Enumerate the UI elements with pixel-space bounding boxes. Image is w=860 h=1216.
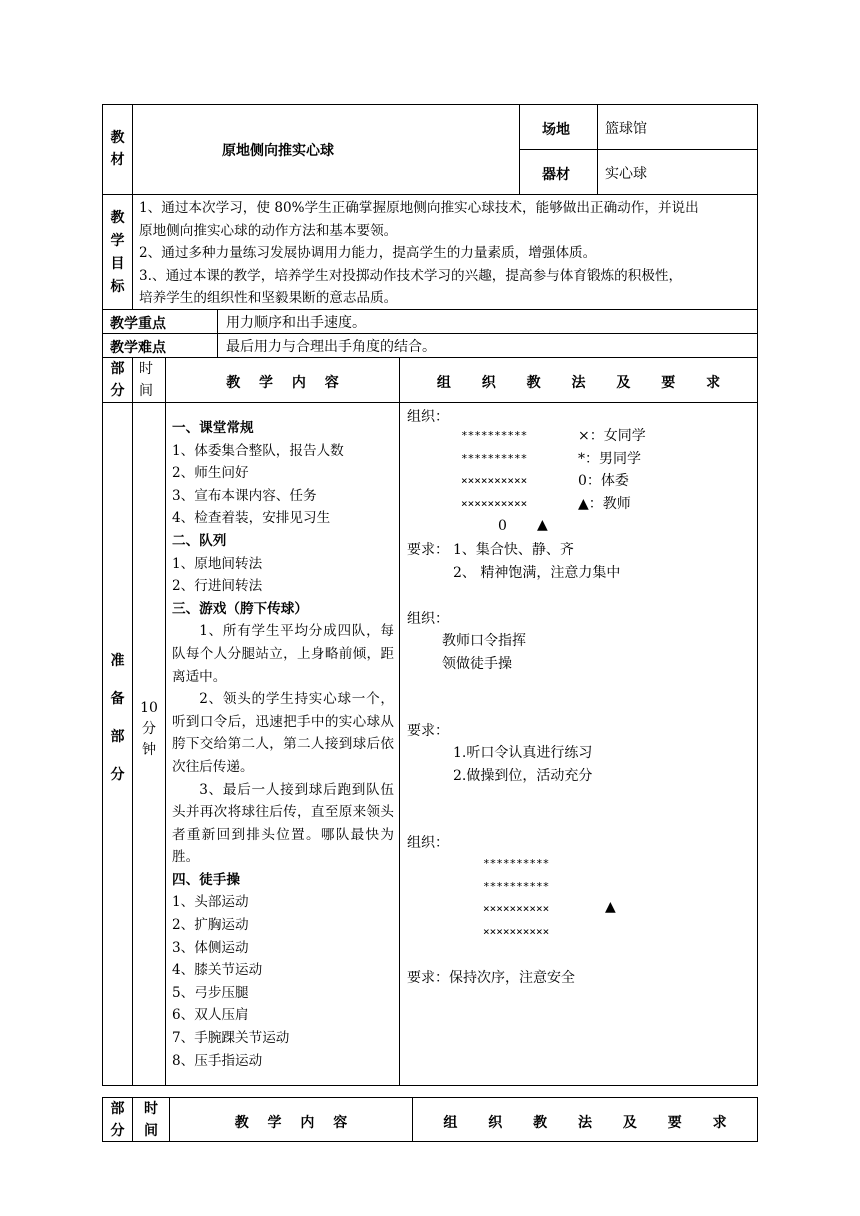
section-heading: 三、游戏（胯下传球）: [172, 600, 308, 617]
section-heading: 四、徒手操: [172, 871, 240, 888]
req1-item: 1、集合快、静、齐: [453, 542, 574, 558]
req2-item: 2.做操到位，活动充分: [453, 768, 593, 784]
list-item: 5、弓步压腿: [172, 984, 249, 1001]
game-paragraph: 1、所有学生平均分成四队，每队每个人分腿站立，上身略前倾，距离适中。: [172, 623, 394, 685]
org2-label: 组织：: [407, 611, 449, 627]
teacher-marker: ▲: [537, 517, 548, 533]
lesson-title: 原地侧向推实心球: [222, 143, 334, 159]
material-label: 教 材: [110, 130, 125, 168]
content-header: 教 学 内 容: [226, 375, 339, 391]
section-heading: 二、队列: [172, 532, 227, 549]
prep-part-label: 准 备 部 分: [110, 653, 125, 783]
section-heading: 一、课堂常规: [172, 420, 254, 436]
list-item: 1、体委集合整队，报告人数: [172, 442, 344, 459]
objectives-text: 1、通过本次学习，使 80%学生正确掌握原地侧向推实心球技术，能够做出正确动作，并说出 原地侧向推实心球的动作方法和基本要领。 2、通过多种力量练习发展协调用力能力，提高学生的力量素质，增强体质。 3.、通过本课的教学，培养学生对投掷动作技术学习的兴趣，提高参与体育锻炼的积极性， 培养学生的组织性和坚毅果断的意志品质。: [139, 200, 699, 307]
part-header: 部 分: [110, 361, 125, 399]
content-header-2: 教 学 内 容: [234, 1115, 348, 1131]
list-item: 3、体侧运动: [172, 939, 249, 956]
key-point-label: 教学重点: [110, 316, 166, 332]
org3-label: 组织：: [407, 835, 449, 851]
org2-item: 领做徒手操: [442, 656, 512, 672]
list-item: 2、师生问好: [172, 465, 249, 482]
equipment-value: 实心球: [605, 166, 647, 182]
list-item: 7、手腕踝关节运动: [172, 1030, 290, 1047]
game-paragraph: 2、领头的学生持实心球一个，听到口令后，迅速把手中的实心球从胯下交给第二人，第二人接到球后依次往后传递。: [172, 691, 394, 775]
teacher-marker: ▲: [605, 899, 616, 915]
list-item: 8、压手指运动: [172, 1052, 263, 1069]
list-item: 3、宣布本课内容、任务: [172, 487, 317, 504]
key-point-value: 用力顺序和出手速度。: [226, 315, 366, 331]
method-header-2: 组 织 教 法 及 要 求: [443, 1115, 727, 1131]
equipment-label: 器材: [542, 167, 570, 183]
list-item: 4、检查着装，安排见习生: [172, 510, 331, 527]
list-item: 2、扩胸运动: [172, 917, 249, 934]
req2-item: 1.听口令认真进行练习: [453, 745, 593, 761]
prep-time: 10 分 钟: [140, 700, 158, 758]
req1-item: 2、 精神饱满，注意力集中: [453, 565, 621, 581]
formation-legend: ×：女同学 *：男同学 0：体委 ▲：教师: [578, 428, 646, 512]
game-paragraph: 3、最后一人接到球后跑到队伍头并再次将球往后传，直至原来领头者重新回到排头位置。哪队最快为胜。: [172, 781, 394, 866]
difficulty-label: 教学难点: [110, 340, 166, 356]
venue-label: 场地: [542, 122, 570, 138]
objectives-label: 教 学 目 标: [110, 210, 125, 295]
leader-marker: 0: [498, 518, 507, 534]
list-item: 1、头部运动: [172, 894, 249, 911]
formation-diagram: ********** ********** ×××××××××× ××××××××××: [461, 429, 528, 510]
req2-label: 要求：: [407, 723, 449, 739]
prep-content: [172, 417, 394, 1072]
org2-item: 教师口令指挥: [442, 633, 526, 649]
time-header: 时 间: [139, 361, 153, 399]
org1-label: 组织：: [407, 409, 449, 425]
part-header-2: 部 分: [110, 1101, 125, 1139]
time-header-2: 时 间: [144, 1101, 158, 1139]
venue-value: 篮球馆: [605, 121, 647, 137]
req3-text: 要求：保持次序，注意安全: [407, 970, 575, 986]
list-item: 6、双人压肩: [172, 1007, 249, 1024]
method-header: 组 织 教 法 及 要 求: [436, 375, 721, 391]
formation-diagram-2: ********** ********** ×××××××××× ××××××××××: [483, 857, 550, 938]
difficulty-value: 最后用力与合理出手角度的结合。: [226, 339, 436, 355]
req1-label: 要求：: [407, 542, 449, 558]
list-item: 1、原地间转法: [172, 555, 263, 572]
list-item: 4、膝关节运动: [172, 962, 263, 979]
list-item: 2、行进间转法: [172, 578, 263, 595]
